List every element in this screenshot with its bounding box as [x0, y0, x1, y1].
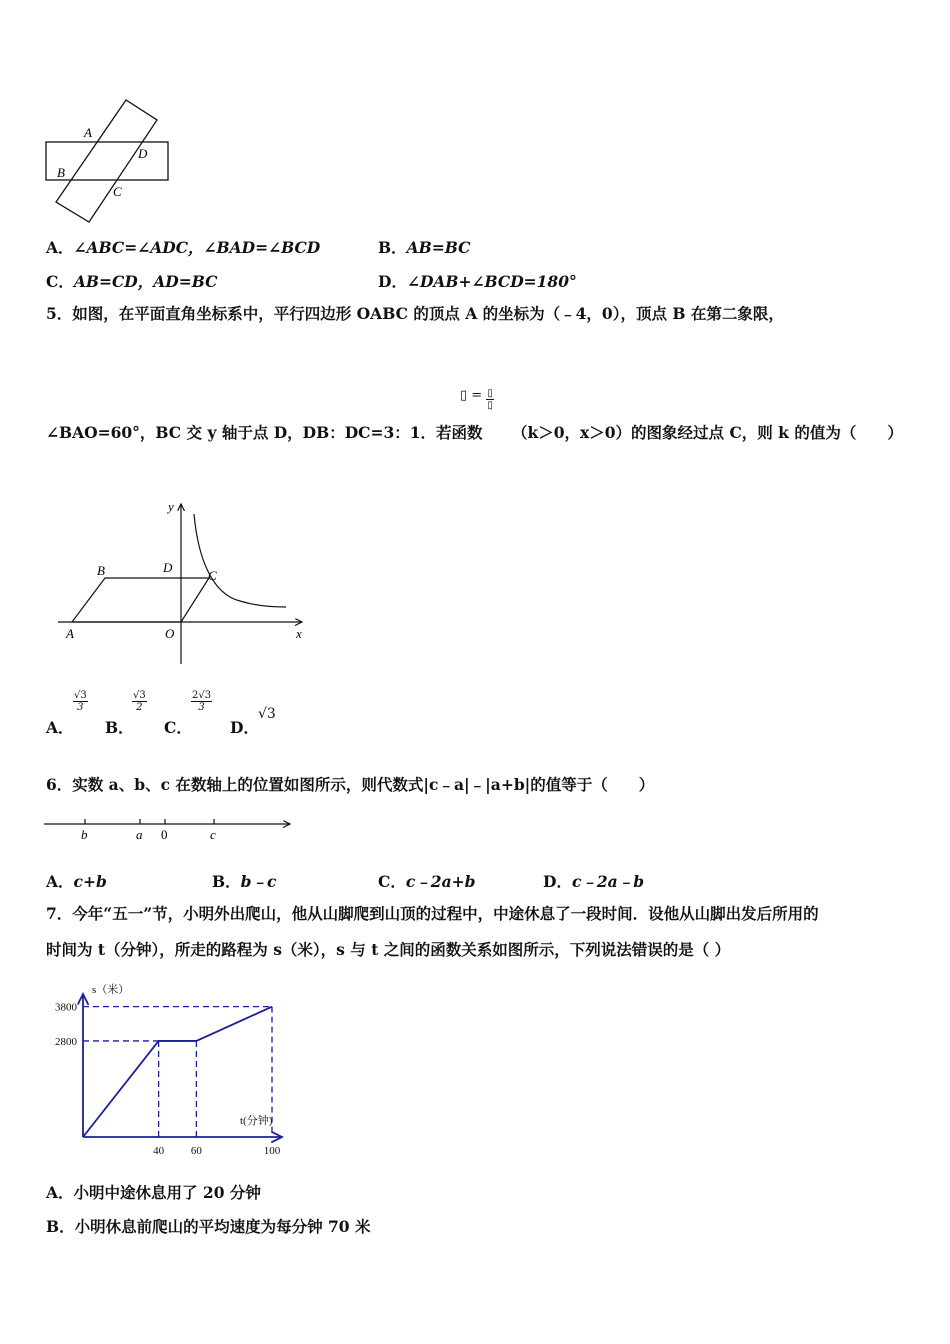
q6-line: 6．实数 a、b、c 在数轴上的位置如图所示，则代数式|c﹣a|﹣|a+b|的值等于（ ）: [46, 775, 655, 794]
q5-option-c-fraction: [191, 690, 212, 713]
q4-label-B: B: [57, 165, 65, 180]
q7-line2: 时间为 t（分钟），所走的路程为 s（米），s 与 t 之间的函数关系如图所示，下列说法错误的是（ ）: [46, 940, 731, 959]
q5-option-a-den: 3: [77, 702, 84, 713]
q5-formula: [460, 388, 494, 411]
q6-option-b-letter: B．: [212, 872, 241, 891]
q6-option-c: [378, 870, 475, 892]
q6-option-d-letter: D．: [543, 872, 572, 891]
q4-slanted-strip: [56, 100, 157, 222]
q6-label-0: 0: [161, 827, 168, 842]
q4-figure: [40, 95, 180, 225]
q5-option-a-letter: A．: [46, 718, 74, 737]
q5-hyperbola: [194, 514, 286, 607]
q5-label-O: O: [165, 626, 175, 641]
q5-label-A: A: [66, 626, 74, 641]
q5-option-b: [105, 716, 134, 738]
q4-option-a-text: ∠ABC=∠ADC，∠BAD=∠BCD: [73, 238, 321, 257]
q7-y-axis-label: s（米）: [92, 984, 130, 996]
q6-label-a: a: [136, 827, 143, 842]
q6-option-b-text: b﹣c: [240, 872, 277, 891]
q6-option-c-letter: C．: [378, 872, 406, 891]
q4-option-c-letter: C．: [46, 272, 74, 291]
q5-option-d: [230, 716, 259, 738]
q7-chart: [40, 980, 290, 1160]
q5-formula-fraction: [486, 388, 494, 411]
q5-option-c: [164, 716, 192, 738]
q4-option-b-text: AB=BC: [406, 238, 471, 257]
q4-label-C: C: [113, 184, 122, 199]
q7-x-axis-label: t(分钟): [240, 1115, 273, 1127]
q5-option-b-den: 2: [136, 702, 143, 713]
q5-label-y: y: [168, 499, 174, 514]
q6-number-line: [44, 814, 294, 844]
q5-option-c-num: 2√3: [192, 690, 212, 701]
q7-option-a: A．小明中途休息用了 20 分钟: [46, 1183, 261, 1202]
q5-option-d-value: √3: [258, 706, 276, 722]
q4-option-d: [378, 270, 577, 292]
q4-option-a-letter: A．: [46, 238, 74, 257]
q7-option-b: B．小明休息前爬山的平均速度为每分钟 70 米: [46, 1217, 371, 1236]
q6-option-a: [46, 870, 107, 892]
q6-option-d-text: c﹣2a﹣b: [571, 872, 645, 891]
q4-option-c: [46, 270, 217, 292]
q4-label-A: A: [84, 125, 92, 140]
q5-option-c-letter: C．: [164, 718, 192, 737]
q5-line1: 5．如图，在平面直角坐标系中，平行四边形 OABC 的顶点 A 的坐标为（﹣4，0），顶点 B 在第二象限，: [46, 304, 784, 323]
q6-option-b: [212, 870, 276, 892]
q7-x-tick-40: 40: [153, 1145, 165, 1157]
q7-x-tick-60: 60: [190, 1145, 202, 1157]
q6-option-a-text: c+b: [73, 872, 107, 891]
q4-option-b-letter: B．: [378, 238, 407, 257]
q5-label-B: B: [97, 563, 105, 578]
q5-option-d-letter: D．: [230, 718, 259, 737]
q5-figure: [52, 498, 314, 670]
q5-option-b-fraction: [132, 690, 147, 713]
q4-option-a: [46, 236, 320, 258]
q5-label-C: C: [208, 568, 217, 583]
q6-option-c-text: c﹣2a+b: [405, 872, 476, 891]
q7-y-tick-3800: 3800: [55, 1001, 77, 1014]
q7-line1: 7．今年“五一”节，小明外出爬山，他从山脚爬到山顶的过程中，中途休息了一段时间．设他从山脚出发后所用的: [46, 904, 819, 923]
q5-formula-left: ▯ =: [460, 388, 483, 403]
q5-option-a: [46, 716, 74, 738]
q4-option-b: [378, 236, 470, 258]
q6-option-d: [543, 870, 644, 892]
q7-x-tick-100: 100: [263, 1145, 281, 1157]
q6-option-a-letter: A．: [46, 872, 74, 891]
q5-label-x: x: [296, 626, 302, 641]
q5-option-a-fraction: [73, 690, 88, 713]
q4-option-d-text: ∠DAB+∠BCD=180°: [406, 272, 577, 291]
q5-parallelogram: [72, 578, 209, 622]
q5-line2-part1: ∠BAO=60°，BC 交 y 轴于点 D，DB：DC=3：1．若函数: [46, 423, 483, 442]
q7-y-tick-2800: 2800: [55, 1035, 77, 1048]
q4-option-c-text: AB=CD，AD=BC: [73, 272, 218, 291]
q5-option-c-den: 3: [198, 702, 205, 713]
q4-option-d-letter: D．: [378, 272, 407, 291]
q5-option-a-num: √3: [74, 690, 87, 701]
q5-label-D: D: [163, 560, 173, 575]
q5-line2-part2: （k＞0，x＞0）的图象经过点 C，则 k 的值为（ ）: [512, 423, 903, 442]
q5-formula-num: ▯: [487, 388, 493, 399]
q4-label-D: D: [138, 146, 148, 161]
q5-option-b-letter: B．: [105, 718, 134, 737]
q6-label-b: b: [81, 827, 88, 842]
q5-option-b-num: √3: [133, 690, 146, 701]
q6-label-c: c: [210, 827, 216, 842]
q5-formula-den: ▯: [487, 400, 493, 411]
